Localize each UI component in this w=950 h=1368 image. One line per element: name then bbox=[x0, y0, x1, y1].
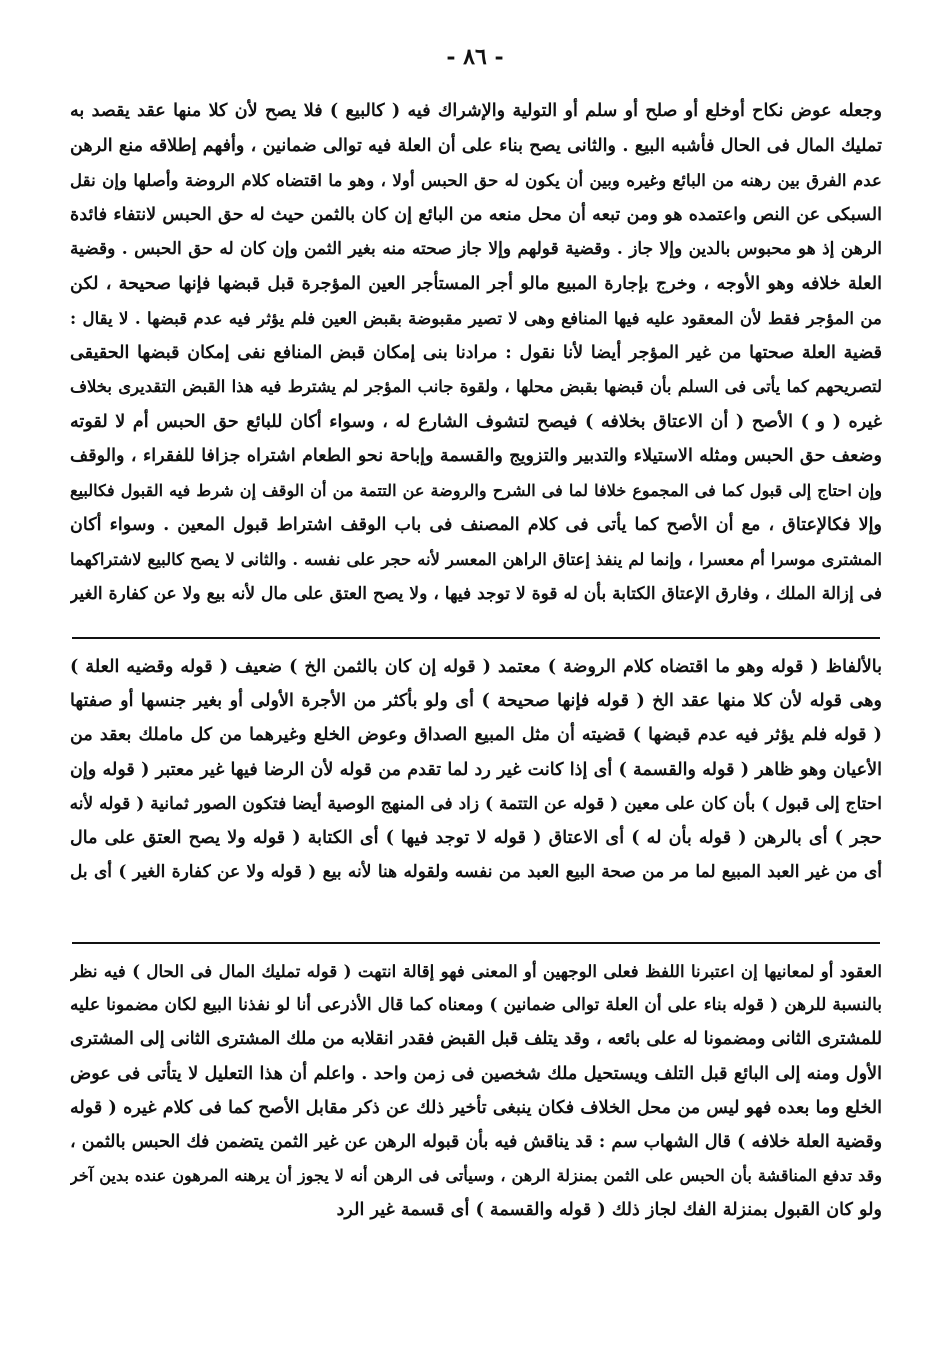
text-line: العقود أو لمعانيها إن اعتبرنا اللفظ فعلى الوجهين أو المعنى فهو إقالة انتهت ( قوله تمليك المال فى الحال ) فيه نظر bbox=[70, 961, 882, 981]
text-line: السبكى عن النص واعتمده هو ومن تبعه أن محل منعه من البائع إن كان بالثمن حيث له حق الحبس لانتفاء فائدة bbox=[70, 203, 882, 225]
text-line: بالألفاظ ( قوله وهو ما اقتضاه كلام الروضة ) معتمد ( قوله إن كان بالثمن الخ ) ضعيف ( قوله وقضيه العلة ) bbox=[70, 656, 882, 677]
text-line: وجعله عوض نكاح أوخلع أو صلح أو سلم أو التولية والإشراك فيه ( كالبيع ) فلا يصح لأن كلا منها عقد يقصد به bbox=[70, 100, 882, 121]
text-line: ( قوله فلم يؤثر فيه عدم قبضها ) قضيته أن مثل المبيع الصداق وعوض الخلع وغيرهما من كل ماملك بعقد من bbox=[70, 724, 882, 746]
main-text bbox=[70, 94, 882, 612]
text-line: الرهن إذ هو محبوس بالدين وإلا جاز . وقضية قولهم وإلا جاز صحته منه بغير الثمن وإن كان له حق الحبس . وقضية bbox=[70, 239, 882, 259]
text-line: العلة خلافه وهو الأوجه ، وخرج بإجارة المبيع مالو أجر المستأجر العين المؤجرة قبل قبضها فإنها صحيحة ، لكن bbox=[70, 272, 882, 294]
text-line: أى من غير العبد المبيع لما مر من صحة البيع العبد من نفسه ولقوله هنا لأنه بيع ( قوله ولا عن كفارة الغير ) أى بل bbox=[70, 862, 882, 883]
page-number: - ٨٦ - bbox=[446, 44, 504, 70]
section-divider bbox=[72, 942, 880, 944]
text-line: بالنسبة للرهن ( قوله بناء على أن العلة توالى ضمانين ) ومعناه كما قال الأذرعى أنا لو نفذنا البيع لكان مضمونا عليه bbox=[70, 995, 882, 1016]
commentary-second bbox=[70, 954, 882, 1228]
text-line: الأعيان وهو ظاهر ( قوله والقسمة ) أى إذا كانت غير رد لما تقدم من قوله لأن الرضا فيها غير معتبر ( قوله وإن bbox=[70, 758, 882, 780]
section-divider bbox=[72, 637, 880, 639]
text-line: قضية العلة صحتها من غير المؤجر أيضا لأنا نقول : مرادنا بنى إمكان قبض المنافع نفى إمكان قبضها الحقيقى bbox=[70, 341, 882, 363]
text-line: وإلا فكالإعتاق ، مع أن الأصح كما يأتى فى كلام المصنف فى باب الوقف اشتراط قبول المعين . وسواء أكان bbox=[70, 514, 882, 535]
text-line: للمشترى الثانى ومضمونا له على بائعه ، وقد يتلف قبل القبض فقدر انقلابه من ملك المشترى الثانى إلى المشترى bbox=[70, 1029, 882, 1050]
text-line: وضعف حق الحبس ومثله الاستيلاء والتدبير والتزويج والقسمة وإباحة نحو الطعام اشتراه جزافا للفقراء ، والوقف bbox=[70, 445, 882, 466]
text-line: الخلع وما بعده فهو ليس من محل الخلاف فكان ينبغى تأخير ذلك عن ذكر مقابل الأصح كما فى كلام غيره ( قوله bbox=[70, 1096, 882, 1118]
text-line: الأول ومنه إلى البائع قبل التلف ويستحيل ملك شخصين فى زمن واحد . واعلم أن هذا التعليل لا يتأتى فى عوض bbox=[70, 1062, 882, 1084]
text-line: غيره ( و ) الأصح ( أن الاعتاق بخلافه ) فيصح لتشوف الشارع له ، وسواء أكان للبائع حق الحبس أم لا لقوته bbox=[70, 410, 882, 432]
text-line: وقد تدفع المناقشة بأن الحبس على الثمن بمنزلة الرهن ، وسيأتى فى الرهن أنه لا يجوز أن يرهنه المرهون عنده بدين آخر bbox=[70, 1166, 882, 1186]
text-line: حجر ) أى بالرهن ( قوله بأن له ) أى الاعتاق ( قوله لا توجد فيها ) أى الكتابة ( قوله ولا يصح العتق على مال bbox=[70, 826, 882, 848]
text-line: وإن احتاج إلى قبول كما فى المجموع خلافا لما فى الشرح والروضة عن التتمة من أن الوقف إن شرط فيه القبول فكالبيع bbox=[70, 480, 882, 500]
text-line: فى إزالة الملك ، وفارق الإعتاق الكتابة بأن له قوة لا توجد فيها ، ولا يصح العتق على مال لأنه بيع ولا عن كفارة الغير bbox=[70, 584, 882, 604]
text-line: وقضية العلة خلافه ) قال الشهاب سم : قد يناقش فيه بأن قبوله الرهن عن غير الثمن يتضمن فك الحبس بالثمن ، bbox=[70, 1131, 882, 1152]
text-line: ولو كان القبول بمنزلة الفك لجاز ذلك ( قوله والقسمة ) أى قسمة غير الرد bbox=[336, 1199, 882, 1221]
text-line: عدم الفرق بين رهنه من البائع وغيره وبين أن يكون له حق الحبس أولا ، وهو ما اقتضاه كلام الروضة وأصلها وإن نقل bbox=[70, 170, 882, 190]
text-line: لتصريحهم كما يأتى فى السلم بأن قبضها بقبض محلها ، ولقوة جانب المؤجر لم يشترط فيه هذا القبض التقديرى بخلاف bbox=[70, 377, 882, 396]
text-line: وهى قوله لأن كلا منها عقد الخ ( قوله فإنها صحيحة ) أى ولو بأكثر من الأجرة الأولى أو بغير جنسها أو صفتها bbox=[70, 690, 882, 712]
text-line: احتاج إلى قبول ) بأن كان على معين ( قوله عن التتمة ) زاد فى المنهج الوصية أيضا فتكون الصور ثمانية ( قوله لأنه bbox=[70, 793, 882, 814]
text-line: من المؤجر فقط لأن المعقود عليه فيها المنافع وهى لا تصير مقبوضة بقبض العين فلم يؤثر فيه عدم قبضها . لا يقال : bbox=[70, 308, 882, 328]
text-line: تمليك المال فى الحال فأشبه البيع . والثانى يصح بناء على أن العلة فيه توالى ضمانين ، وأفهم إطلاقه منع الرهن bbox=[70, 134, 882, 156]
commentary-first bbox=[70, 650, 882, 889]
text-line: المشترى موسرا أم معسرا ، وإنما لم ينفذ إعتاق الراهن المعسر لأنه حجر على نفسه . والثانى لا يصح كالبيع لاشتراكهما bbox=[70, 549, 882, 569]
